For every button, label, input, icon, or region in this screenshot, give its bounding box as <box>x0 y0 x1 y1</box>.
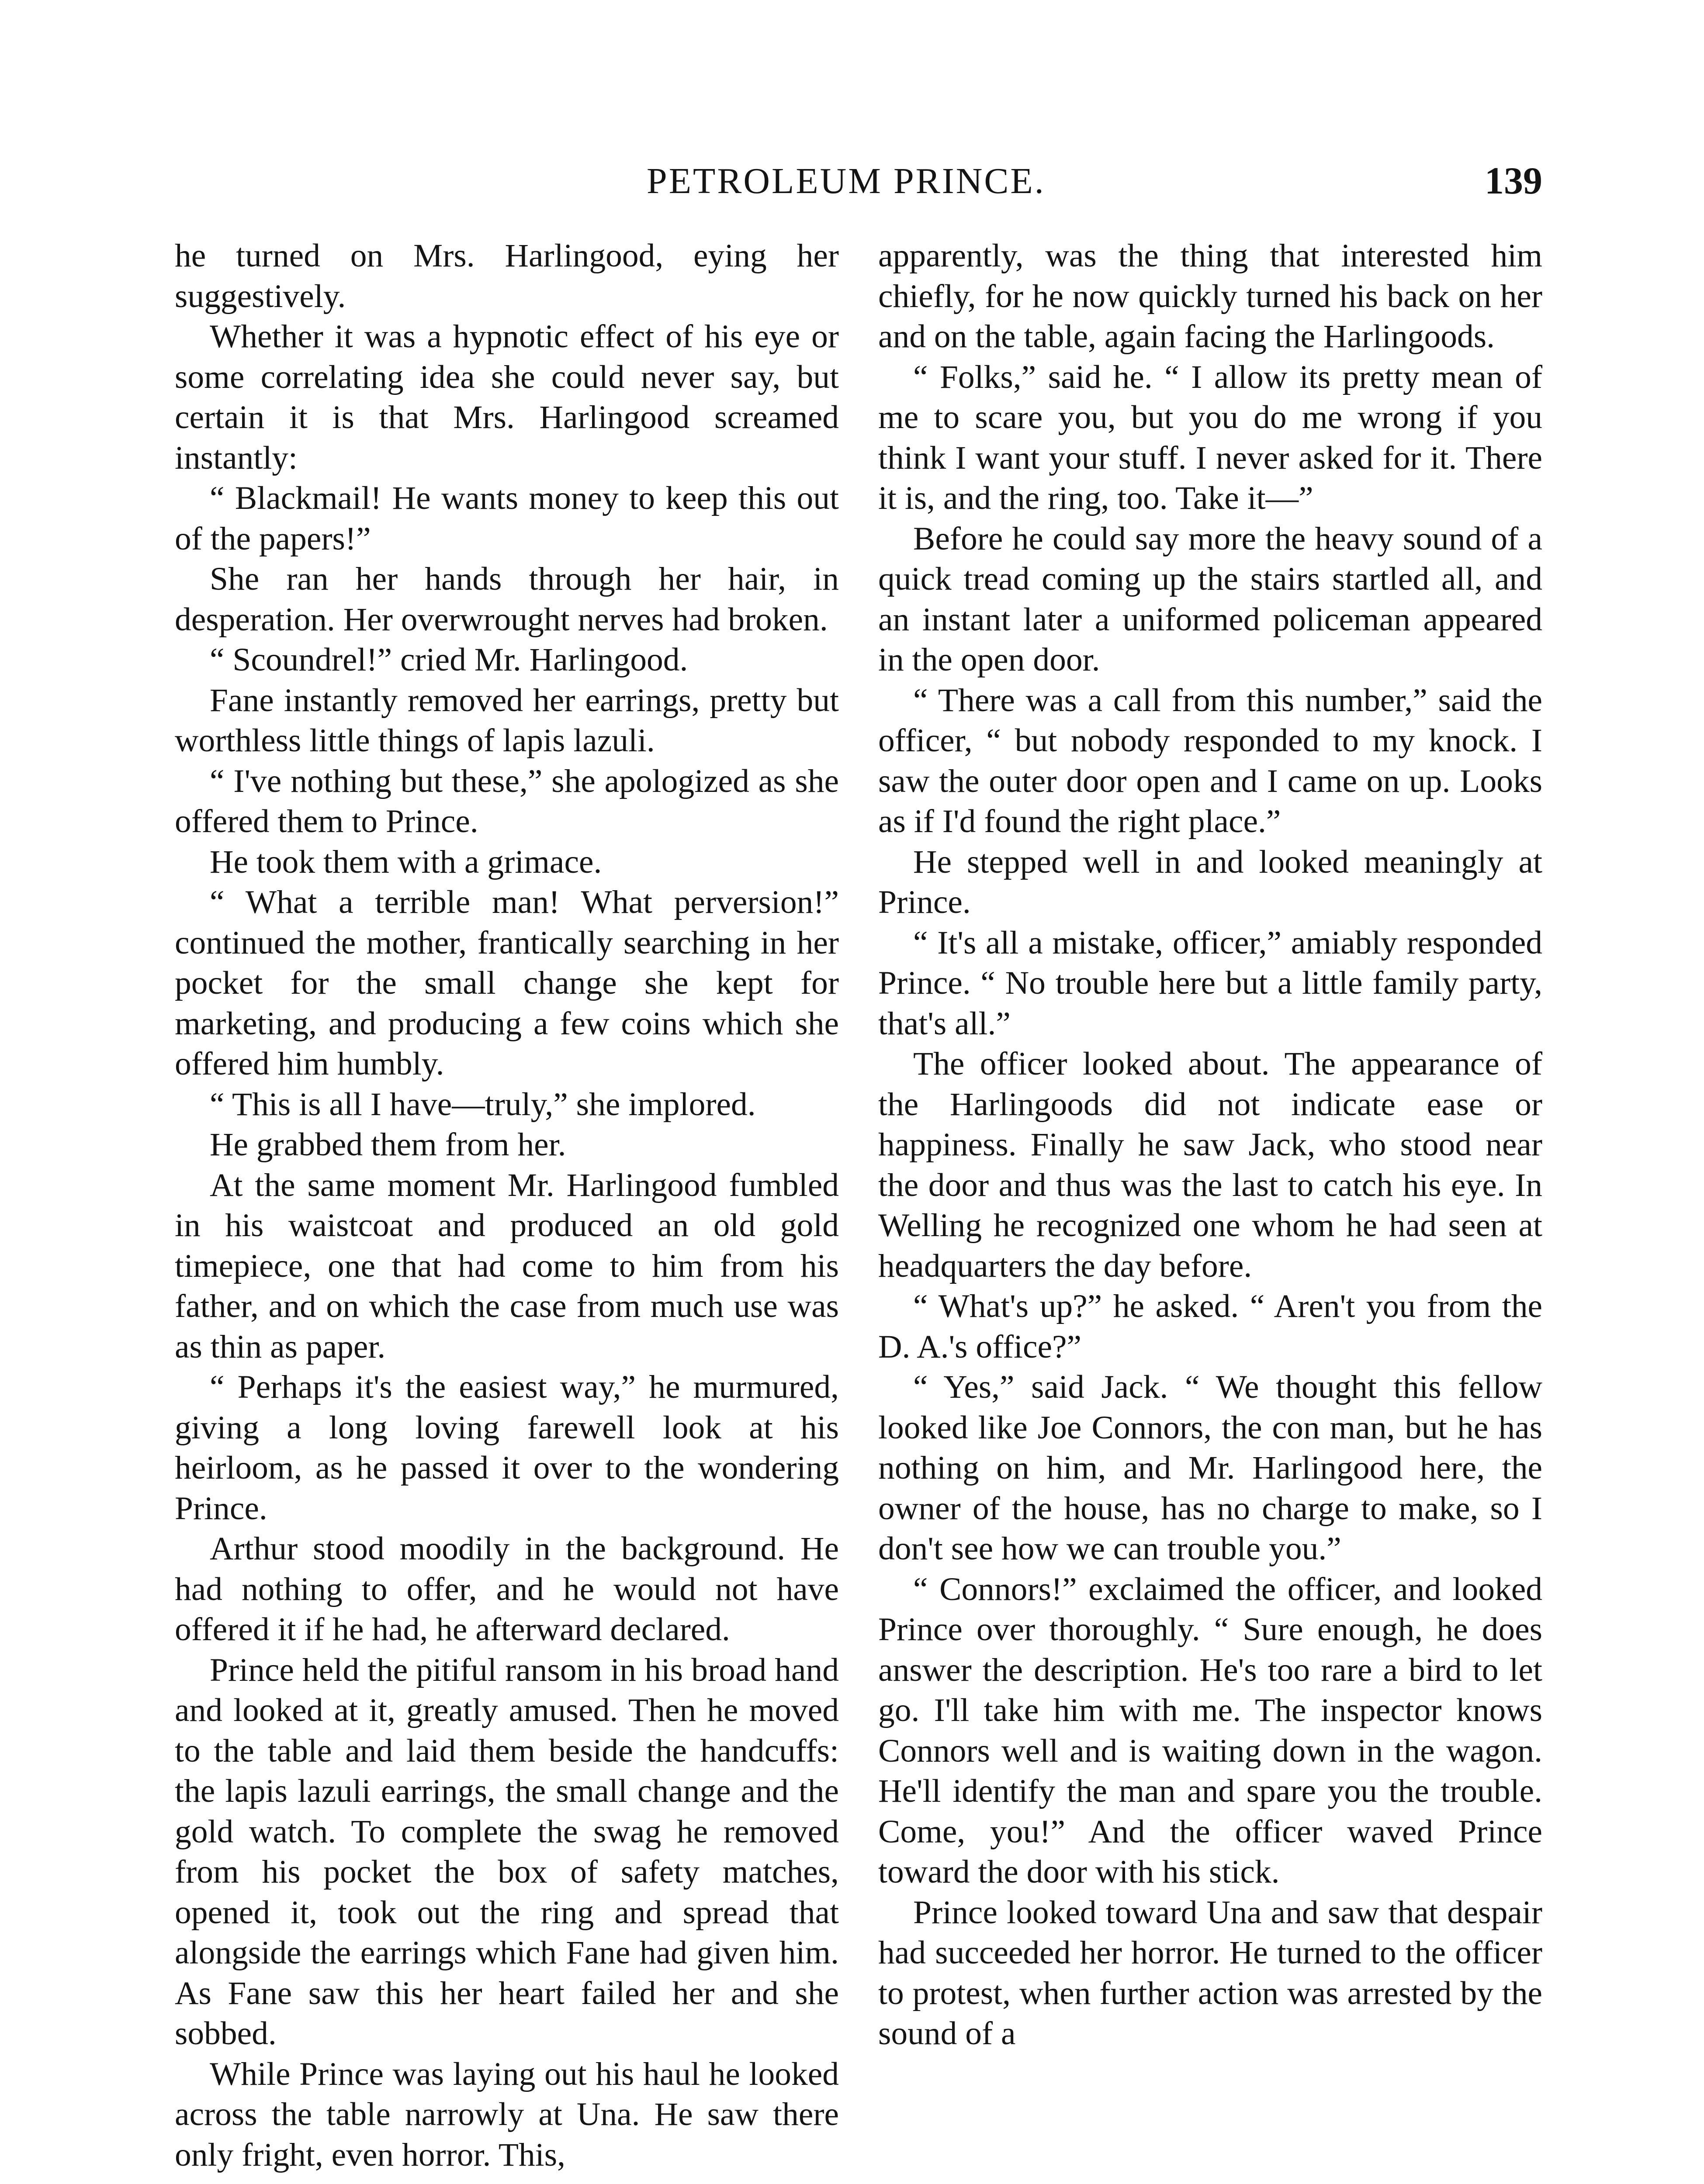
paragraph: “ Blackmail! He wants money to keep this out of the papers!” <box>175 480 839 557</box>
paragraph: Arthur stood moodily in the background. He had nothing to offer, and he would not have offered it if he had, he afterward declared. <box>175 1531 839 1648</box>
left-text-column <box>175 236 839 2175</box>
paragraph: At the same moment Mr. Harlingood fumbled in his waistcoat and produced an old gold timepiece, one that had come to him from his father, and on which the case from much use was as thin as paper. <box>175 1167 839 1365</box>
paragraph: Before he could say more the heavy sound of a quick tread coming up the stairs startled all, and an instant later a uniformed policeman appeared in the open door. <box>878 520 1542 678</box>
paragraph: The officer looked about. The appearance of the Harlingoods did not indicate ease or happiness. Finally he saw Jack, who stood near the door and thus was the last to catch his eye. In Welling he recognized one whom he had seen at headquarters the day before. <box>878 1046 1542 1284</box>
paragraph: “ This is all I have—truly,” she implored. <box>210 1086 756 1123</box>
paragraph: Prince held the pitiful ransom in his broad hand and looked at it, greatly amused. Then he moved to the table and laid them beside the handcuffs: the lapis lazuli earrings, the small change and the gold watch. To complete the swag he removed from his pocket the box of safety matches, opened it, took out the ring and spread that alongside the earrings which Fane had given him. As Fane saw this her heart failed her and she sobbed. <box>175 1652 839 2052</box>
running-title: PETROLEUM PRINCE. <box>647 161 1046 201</box>
paragraph: Whether it was a hypnotic effect of his eye or some correlating idea she could never say, but certain it is that Mrs. Harlingood screamed instantly: <box>175 318 839 476</box>
paragraph: “ What's up?” he asked. “ Aren't you from the D. A.'s office?” <box>878 1288 1542 1365</box>
paragraph: While Prince was laying out his haul he looked across the table narrowly at Una. He saw there only fright, even horror. This, <box>175 2056 839 2173</box>
paragraph: “ It's all a mistake, officer,” amiably responded Prince. “ No trouble here but a little family party, that's all.” <box>878 924 1542 1042</box>
paragraph: “ What a terrible man! What perversion!” continued the mother, frantically searching in her pocket for the small change she kept for marketing, and producing a few coins which she offered him humbly. <box>175 884 839 1082</box>
right-text-column <box>878 236 1542 2054</box>
paragraph: “ Connors!” exclaimed the officer, and looked Prince over thoroughly. “ Sure enough, he does answer the description. He's too rare a bird to let go. I'll take him with me. The inspector knows Connors well and is waiting down in the wagon. He'll identify the man and spare you the trouble. Come, you!” And the officer waved Prince toward the door with his stick. <box>878 1571 1542 1890</box>
paragraph: He grabbed them from her. <box>210 1127 566 1163</box>
paragraph: Fane instantly removed her earrings, pretty but worthless little things of lapis lazuli. <box>175 682 839 759</box>
paragraph: He stepped well in and looked meaningly at Prince. <box>878 843 1542 920</box>
paragraph: “ Yes,” said Jack. “ We thought this fellow looked like Joe Connors, the con man, but he has nothing on him, and Mr. Harlingood here, the owner of the house, has no charge to make, so I don't see how we can trouble you.” <box>878 1369 1542 1567</box>
paragraph: he turned on Mrs. Harlingood, eying her suggestively. <box>175 238 839 314</box>
paragraph: “ Scoundrel!” cried Mr. Harlingood. <box>210 642 688 678</box>
paragraph: “ Perhaps it's the easiest way,” he murmured, giving a long loving farewell look at his heirloom, as he passed it over to the wondering Prince. <box>175 1369 839 1527</box>
paragraph: He took them with a grimace. <box>210 843 602 880</box>
paragraph: “ Folks,” said he. “ I allow its pretty mean of me to scare you, but you do me wrong if you think I want your stuff. I never asked for it. There it is, and the ring, too. Take it—” <box>878 359 1542 516</box>
paragraph: “ There was a call from this number,” said the officer, “ but nobody responded to my knock. I saw the outer door open and I came on up. Looks as if I'd found the right place.” <box>878 682 1542 840</box>
paragraph: “ I've nothing but these,” she apologized as she offered them to Prince. <box>175 763 839 840</box>
paragraph: Prince looked toward Una and saw that despair had succeeded her horror. He turned to the officer to protest, when further action was arrested by the sound of a <box>878 1894 1542 2052</box>
paragraph: She ran her hands through her hair, in desperation. Her overwrought nerves had broken. <box>175 561 839 638</box>
page-number: 139 <box>1485 160 1542 202</box>
running-head <box>0 157 1704 205</box>
paragraph: apparently, was the thing that interested him chiefly, for he now quickly turned his back on her and on the table, again facing the Harlingoods. <box>878 238 1542 355</box>
